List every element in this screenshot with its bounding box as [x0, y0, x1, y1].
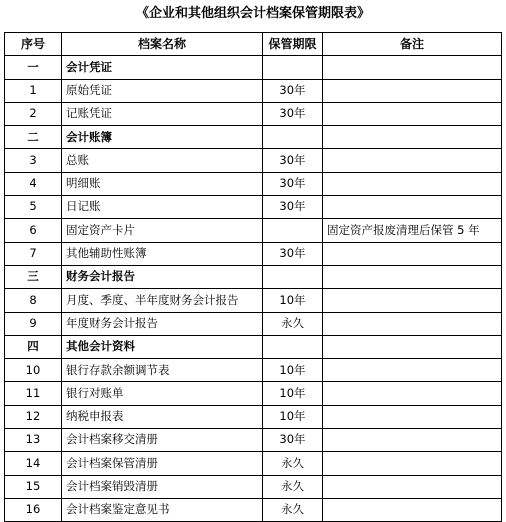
note-cell: [323, 452, 502, 475]
table-row: [5, 382, 502, 405]
table-row: [5, 312, 502, 335]
note-cell: [323, 312, 502, 335]
period-cell: [263, 56, 323, 79]
retention-table: [4, 32, 502, 522]
period-cell: 永久: [263, 498, 323, 521]
name-cell: 月度、季度、半年度财务会计报告: [62, 289, 263, 312]
period-cell: 30年: [263, 429, 323, 452]
table-row: [5, 79, 502, 102]
seq-cell: 一: [5, 56, 62, 79]
seq-cell: 三: [5, 265, 62, 288]
seq-cell: 10: [5, 359, 62, 382]
name-cell: 会计凭证: [62, 56, 263, 79]
name-cell: 会计档案移交清册: [62, 429, 263, 452]
name-cell: 会计档案鉴定意见书: [62, 498, 263, 521]
period-cell: [263, 265, 323, 288]
seq-cell: 11: [5, 382, 62, 405]
name-cell: 年度财务会计报告: [62, 312, 263, 335]
seq-cell: 7: [5, 242, 62, 265]
note-cell: [323, 498, 502, 521]
table-row: [5, 498, 502, 521]
seq-cell: 1: [5, 79, 62, 102]
table-header-row: [5, 33, 502, 56]
note-cell: [323, 56, 502, 79]
period-cell: 30年: [263, 172, 323, 195]
name-cell: 其他会计资料: [62, 335, 263, 358]
period-cell: 30年: [263, 149, 323, 172]
period-cell: 30年: [263, 79, 323, 102]
period-cell: 永久: [263, 312, 323, 335]
period-cell: 永久: [263, 475, 323, 498]
period-cell: [263, 335, 323, 358]
table-row: [5, 359, 502, 382]
name-cell: 明细账: [62, 172, 263, 195]
seq-cell: 14: [5, 452, 62, 475]
note-cell: [323, 126, 502, 149]
period-cell: 10年: [263, 289, 323, 312]
table-row: [5, 405, 502, 428]
period-cell: 永久: [263, 452, 323, 475]
section-row: [5, 126, 502, 149]
note-cell: [323, 102, 502, 125]
note-cell: [323, 289, 502, 312]
note-cell: [323, 242, 502, 265]
note-cell: [323, 149, 502, 172]
seq-cell: 2: [5, 102, 62, 125]
period-cell: 10年: [263, 359, 323, 382]
seq-cell: 9: [5, 312, 62, 335]
section-row: [5, 56, 502, 79]
period-cell: 30年: [263, 196, 323, 219]
table-row: [5, 289, 502, 312]
name-cell: 纳税申报表: [62, 405, 263, 428]
seq-cell: 二: [5, 126, 62, 149]
period-cell: 10年: [263, 382, 323, 405]
name-cell: 日记账: [62, 196, 263, 219]
seq-cell: 6: [5, 219, 62, 242]
name-cell: 固定资产卡片: [62, 219, 263, 242]
seq-cell: 13: [5, 429, 62, 452]
note-cell: [323, 359, 502, 382]
period-cell: 30年: [263, 102, 323, 125]
note-cell: [323, 196, 502, 219]
table-row: [5, 149, 502, 172]
header-name: 档案名称: [62, 33, 263, 56]
table-row: [5, 172, 502, 195]
note-cell: [323, 172, 502, 195]
note-cell: [323, 475, 502, 498]
period-cell: 30年: [263, 242, 323, 265]
name-cell: 会计账簿: [62, 126, 263, 149]
seq-cell: 四: [5, 335, 62, 358]
table-row: [5, 219, 502, 242]
name-cell: 其他辅助性账簿: [62, 242, 263, 265]
note-cell: [323, 429, 502, 452]
seq-cell: 12: [5, 405, 62, 428]
header-seq: 序号: [5, 33, 62, 56]
table-row: [5, 429, 502, 452]
name-cell: 原始凭证: [62, 79, 263, 102]
table-row: [5, 196, 502, 219]
note-cell: [323, 405, 502, 428]
table-body: [5, 56, 502, 522]
period-cell: 10年: [263, 405, 323, 428]
name-cell: 会计档案销毁清册: [62, 475, 263, 498]
section-row: [5, 335, 502, 358]
name-cell: 银行对账单: [62, 382, 263, 405]
seq-cell: 16: [5, 498, 62, 521]
note-cell: 固定资产报废清理后保管 5 年: [323, 219, 502, 242]
section-row: [5, 265, 502, 288]
note-cell: [323, 335, 502, 358]
note-cell: [323, 265, 502, 288]
table-row: [5, 475, 502, 498]
seq-cell: 3: [5, 149, 62, 172]
header-note: 备注: [323, 33, 502, 56]
name-cell: 会计档案保管清册: [62, 452, 263, 475]
header-period: 保管期限: [263, 33, 323, 56]
note-cell: [323, 79, 502, 102]
period-cell: [263, 219, 323, 242]
table-row: [5, 242, 502, 265]
page-title: 《企业和其他组织会计档案保管期限表》: [135, 6, 370, 21]
period-cell: [263, 126, 323, 149]
name-cell: 银行存款余额调节表: [62, 359, 263, 382]
table-row: [5, 102, 502, 125]
seq-cell: 15: [5, 475, 62, 498]
seq-cell: 5: [5, 196, 62, 219]
table-row: [5, 452, 502, 475]
seq-cell: 4: [5, 172, 62, 195]
seq-cell: 8: [5, 289, 62, 312]
note-cell: [323, 382, 502, 405]
name-cell: 财务会计报告: [62, 265, 263, 288]
name-cell: 记账凭证: [62, 102, 263, 125]
name-cell: 总账: [62, 149, 263, 172]
